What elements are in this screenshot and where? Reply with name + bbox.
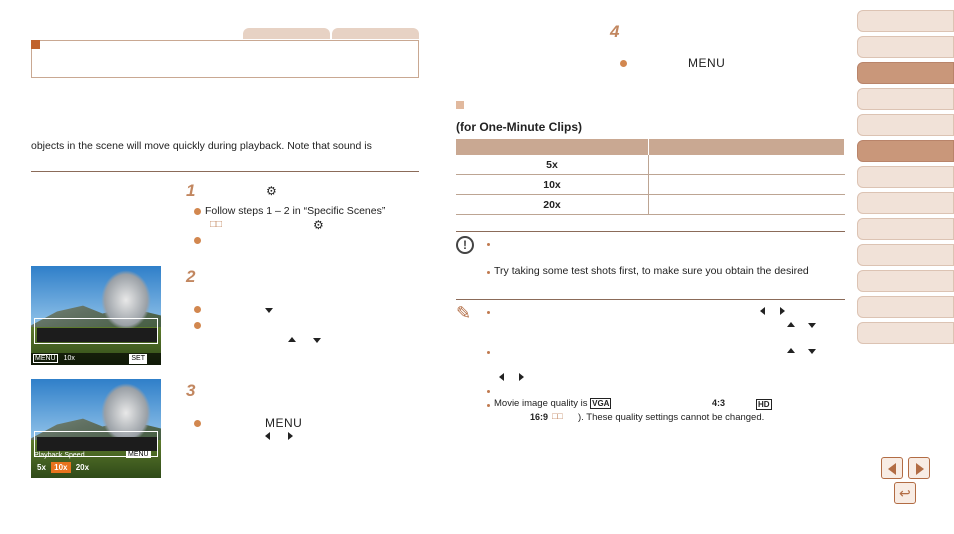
sidebar-tab-4[interactable] <box>857 88 954 110</box>
right-arrow-icon <box>288 432 293 440</box>
section-title-box <box>31 40 419 78</box>
ratio-4-3-label: 4:3 <box>712 398 726 408</box>
set-chip: SET <box>131 355 145 362</box>
down-arrow-icon <box>808 349 816 354</box>
table-header-1 <box>456 139 649 155</box>
pencil-note-icon: ✎ <box>456 303 472 323</box>
return-arrow-icon: ↩ <box>899 485 911 501</box>
header-tab-1[interactable] <box>243 28 330 39</box>
menu-chip: MENU <box>35 355 56 362</box>
sidebar-tab-9[interactable] <box>857 218 954 240</box>
speed-options <box>34 463 92 472</box>
hd-quality-icon: HD <box>758 400 770 409</box>
title-marker-icon <box>31 40 40 49</box>
bullet <box>194 322 201 329</box>
menu-button-label: MENU <box>688 56 726 70</box>
menu-chip: MENU <box>128 451 149 458</box>
divider <box>456 299 845 300</box>
scene-mode-icon: ⚙ <box>266 184 277 198</box>
step-3-number: 3 <box>186 381 196 400</box>
speed-10x: 10x <box>456 175 649 195</box>
speed-option-20x[interactable]: 20x <box>75 463 90 472</box>
bullet <box>487 404 490 407</box>
sidebar-tab-1[interactable] <box>857 10 954 32</box>
quality-suffix: ). These quality settings cannot be changed. <box>578 412 765 423</box>
table-row <box>456 195 845 215</box>
sidebar-tab-10[interactable] <box>857 244 954 266</box>
playback-speed-label: Playback Speed <box>34 452 85 459</box>
book-ref-icon[interactable]: □□ <box>552 411 563 421</box>
down-arrow-icon <box>265 308 273 313</box>
table-header-2 <box>649 139 845 155</box>
down-arrow-icon <box>808 323 816 328</box>
left-arrow-icon <box>499 373 504 381</box>
table-row <box>456 175 845 195</box>
book-ref-icon[interactable]: □□ <box>210 219 223 230</box>
caution-text: Try taking some test shots first, to make sure you obtain the desired <box>494 265 809 277</box>
sidebar-tab-5[interactable] <box>857 114 954 136</box>
intro-text: objects in the scene will move quickly during playback. Note that sound is <box>31 140 372 152</box>
up-arrow-icon <box>787 322 795 327</box>
sidebar-tab-12[interactable] <box>857 296 954 318</box>
caution-icon: ! <box>456 236 474 254</box>
sidebar-tab-7[interactable] <box>857 166 954 188</box>
camera-screen-1 <box>31 266 161 365</box>
sidebar-tab-2[interactable] <box>857 36 954 58</box>
menu-button-label: MENU <box>265 416 303 430</box>
bullet <box>194 306 201 313</box>
next-page-button[interactable] <box>908 457 930 479</box>
quality-prefix: Movie image quality is <box>494 398 588 409</box>
bullet <box>620 60 627 67</box>
next-arrow-icon <box>916 463 924 475</box>
vga-quality-icon: VGA <box>592 399 610 408</box>
step-4-number: 4 <box>610 22 620 41</box>
step-2-number: 2 <box>186 267 196 286</box>
bullet <box>194 420 201 427</box>
sidebar-tab-11[interactable] <box>857 270 954 292</box>
ratio-16-9-label: 16:9 <box>530 412 549 422</box>
left-arrow-icon <box>760 307 765 315</box>
divider <box>456 231 845 232</box>
bullet <box>487 390 490 393</box>
table-section-marker-icon <box>456 101 464 109</box>
left-arrow-icon <box>265 432 270 440</box>
quality-text <box>494 398 611 409</box>
right-arrow-icon <box>780 307 785 315</box>
up-arrow-icon <box>787 348 795 353</box>
speed-readout: 10x <box>63 355 75 362</box>
speed-option-10x[interactable]: 10x <box>51 462 70 473</box>
speed-20x: 20x <box>456 195 649 215</box>
down-arrow-icon <box>313 338 321 343</box>
divider <box>31 171 419 172</box>
right-arrow-icon <box>519 373 524 381</box>
speed-option-5x[interactable]: 5x <box>37 463 46 472</box>
prev-arrow-icon <box>888 463 896 475</box>
sidebar-tab-3[interactable] <box>857 62 954 84</box>
sidebar-tab-13[interactable] <box>857 322 954 344</box>
scene-mode-icon: ⚙ <box>313 218 324 232</box>
step-1-number: 1 <box>186 181 196 200</box>
camera-screen-2 <box>31 379 161 478</box>
table-row <box>456 155 845 175</box>
bullet <box>487 243 490 246</box>
sidebar-tab-6[interactable] <box>857 140 954 162</box>
bullet <box>487 351 490 354</box>
bullet <box>194 237 201 244</box>
speed-5x: 5x <box>456 155 649 175</box>
sidebar-tab-8[interactable] <box>857 192 954 214</box>
table-caption: (for One-Minute Clips) <box>456 120 582 134</box>
step-1-text: Follow steps 1 – 2 in “Specific Scenes” <box>205 205 386 217</box>
up-arrow-icon <box>288 337 296 342</box>
header-tab-2[interactable] <box>332 28 419 39</box>
bullet <box>487 311 490 314</box>
bullet <box>194 208 201 215</box>
playback-speed-table <box>456 139 845 215</box>
prev-page-button[interactable] <box>881 457 903 479</box>
return-button[interactable] <box>894 482 916 504</box>
bullet <box>487 271 490 274</box>
